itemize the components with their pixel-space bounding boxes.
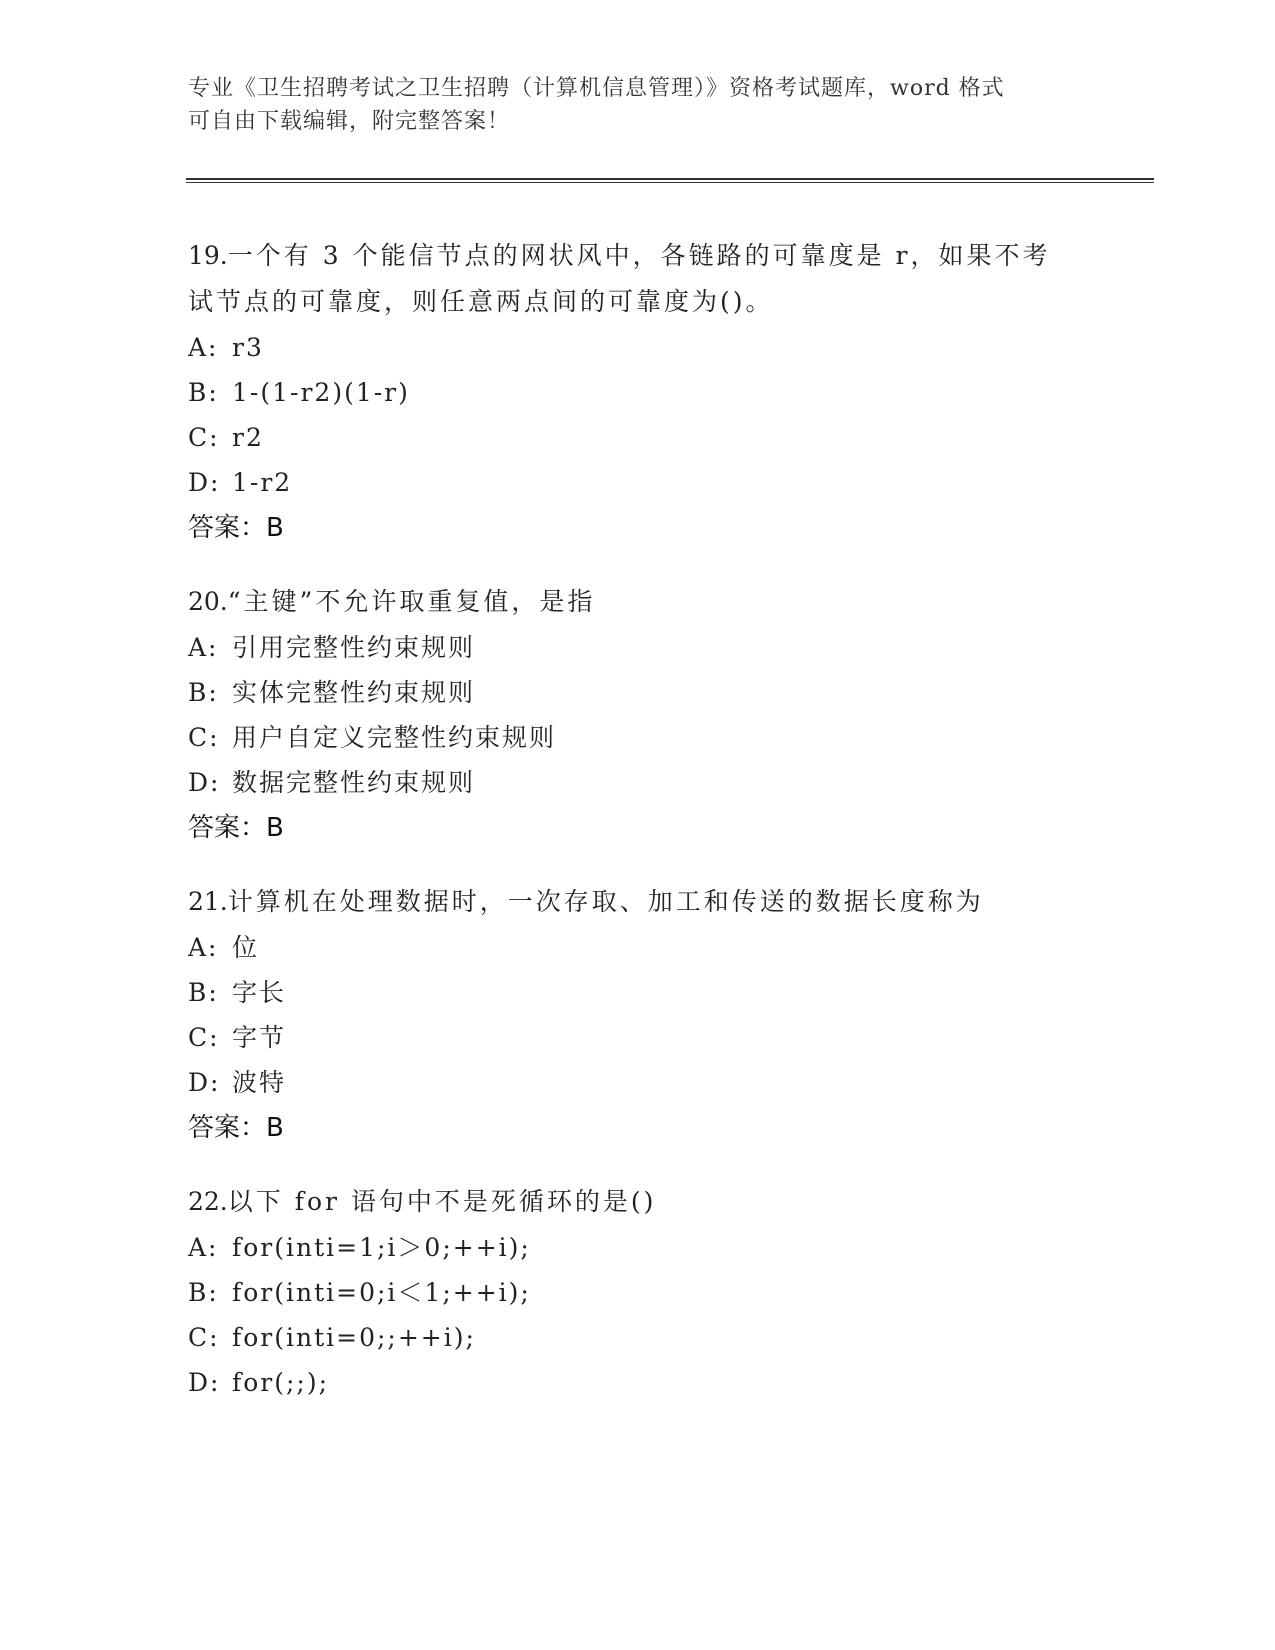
option-letter: A: <box>188 633 219 662</box>
question-text-line-1: “主键”不允许取重复值，是指 <box>227 587 596 616</box>
option-a <box>188 1225 1088 1270</box>
option-d <box>188 760 1088 805</box>
option-text: 引用完整性约束规则 <box>232 633 476 662</box>
header-divider <box>186 178 1154 183</box>
option-text: 实体完整性约束规则 <box>232 678 476 707</box>
question-21 <box>188 879 1088 1151</box>
header-line-1: 专业《卫生招聘考试之卫生招聘（计算机信息管理）》资格考试题库，word 格式 <box>188 76 1005 101</box>
option-text: 用户自定义完整性约束规则 <box>232 723 557 752</box>
option-letter: A: <box>188 933 219 962</box>
option-text: 1-(1-r2)(1-r) <box>232 378 410 407</box>
option-d <box>188 1360 1088 1405</box>
question-number: 22. <box>188 1187 228 1216</box>
option-letter: D: <box>188 468 221 497</box>
option-text: 数据完整性约束规则 <box>232 768 476 797</box>
option-text: 字长 <box>232 978 287 1007</box>
option-letter: C: <box>188 1023 220 1052</box>
question-number: 19. <box>188 241 228 270</box>
question-text-line-1: 一个有 3 个能信节点的网状风中，各链路的可靠度是 r，如果不考 <box>227 241 1051 270</box>
option-text: for(inti=0;;++i); <box>232 1323 476 1352</box>
option-b <box>188 670 1088 715</box>
option-letter: B: <box>188 378 219 407</box>
answer-line: 答案：B <box>188 513 284 543</box>
option-letter: B: <box>188 978 219 1007</box>
answer-line: 答案：B <box>188 1113 284 1143</box>
option-letter: C: <box>188 423 220 452</box>
option-text: r2 <box>232 423 264 452</box>
question-list <box>188 233 1088 1433</box>
option-d <box>188 460 1088 505</box>
question-text-line-1: 计算机在处理数据时，一次存取、加工和传送的数据长度称为 <box>227 887 984 916</box>
option-text: 位 <box>232 933 260 962</box>
option-text: for(inti=1;i＞0;++i); <box>232 1233 531 1262</box>
option-letter: C: <box>188 1323 220 1352</box>
option-a <box>188 925 1088 970</box>
option-letter: A: <box>188 333 219 362</box>
answer-line: 答案：B <box>188 813 284 843</box>
question-number: 21. <box>188 887 228 916</box>
question-stem <box>188 579 1088 625</box>
question-stem <box>188 233 1088 279</box>
question-number: 20. <box>188 587 228 616</box>
option-text: for(inti=0;i＜1;++i); <box>232 1278 531 1307</box>
option-letter: B: <box>188 678 219 707</box>
question-19 <box>188 233 1088 551</box>
document-header <box>188 72 1078 138</box>
option-b <box>188 370 1088 415</box>
question-stem <box>188 1179 1088 1225</box>
option-text: 波特 <box>232 1068 287 1097</box>
option-text: r3 <box>232 333 264 362</box>
option-letter: A: <box>188 1233 219 1262</box>
question-text-line-2: 试节点的可靠度，则任意两点间的可靠度为()。 <box>188 287 774 316</box>
option-text: for(;;); <box>232 1368 330 1397</box>
option-text: 1-r2 <box>232 468 293 497</box>
option-letter: D: <box>188 768 221 797</box>
question-20 <box>188 579 1088 851</box>
option-letter: D: <box>188 1068 221 1097</box>
option-letter: D: <box>188 1368 221 1397</box>
question-22 <box>188 1179 1088 1405</box>
option-d <box>188 1060 1088 1105</box>
option-letter: B: <box>188 1278 219 1307</box>
option-a <box>188 325 1088 370</box>
question-text-line-1: 以下 for 语句中不是死循环的是() <box>227 1187 657 1216</box>
question-stem <box>188 879 1088 925</box>
option-b <box>188 970 1088 1015</box>
option-text: 字节 <box>232 1023 287 1052</box>
option-c <box>188 715 1088 760</box>
option-c <box>188 415 1088 460</box>
option-b <box>188 1270 1088 1315</box>
option-c <box>188 1015 1088 1060</box>
option-a <box>188 625 1088 670</box>
option-letter: C: <box>188 723 220 752</box>
header-line-2: 可自由下载编辑，附完整答案！ <box>188 109 511 134</box>
option-c <box>188 1315 1088 1360</box>
